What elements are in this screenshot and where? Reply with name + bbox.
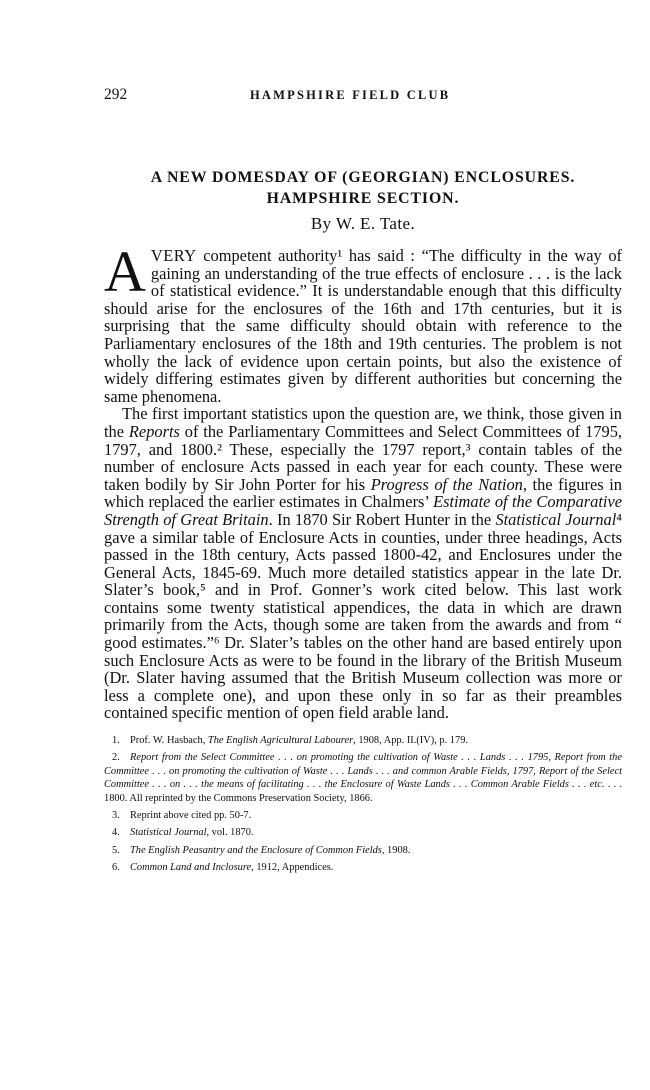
paragraph-2-italic-progress: Progress of the Nation (370, 474, 523, 494)
footnote-text: Prof. W. Hasbach, (130, 735, 208, 747)
paragraph-2-text-d: . In 1870 Sir Robert Hunter in the (268, 509, 496, 529)
running-head (104, 86, 622, 108)
footnote-italic: Report from the Select Committee . . . on promoting the cultivation of Waste . . . Lands . . . 1795, Report from the Committee . . . on promoting the cultivation of Waste . . . Lands . . . and common Arable Fields, 1797, Report of the Select Committee . . . on . . . the means of facilitating . . . the Enclosure of Waste Lands . . . Common Arable Fields . . . etc. (104, 752, 622, 791)
article-title (104, 167, 622, 209)
footnote-number: 2. (112, 752, 120, 764)
footnote-italic: Statistical Journal (130, 827, 207, 839)
paragraph-2-text-a: The first important statistics upon the question are, we think, those given in the (104, 404, 622, 441)
footnote (104, 734, 622, 747)
footnote-text: . . . 1800. All reprinted by the Commons Preservation Society, 1866. (104, 779, 623, 804)
page-content (104, 86, 622, 879)
first-word-caps: VERY (150, 246, 197, 265)
footnote-text: , vol. 1870. (206, 827, 254, 839)
footnote-italic: The English Peasantry and the Enclosure of Common Fields (130, 844, 382, 856)
footnote (104, 861, 622, 874)
footnote-text: , 1912, Appendices. (251, 862, 334, 874)
footnote-italic: The English Agricultural Labourer (207, 735, 354, 747)
paragraph-2-text-e: ⁴ gave a similar table of Enclosure Acts in counties, under three headings, Acts passed in the 18th century, Acts passed 1800-42, and Enclosures under the General Acts, 1845-69. Much more detailed statistics appear in the late Dr. Slater’s book,⁵ and in Prof. Gonner’s work cited below. This last work contains some twenty statistical appendices, the data in which are drawn primarily from the Acts, though some are taken from the awards and from “ good estimates.”⁶ Dr. Slater’s tables on the other hand are based entirely upon such Enclosure Acts as were to be found in the library of the British Museum (Dr. Slater having assumed that the British Museum collection was more or less a complete one), and upon these only in so far as their preambles contained specific mention of open field arable land. (104, 509, 622, 723)
paragraph-2-italic-estimate: Estimate of the Comparative Strength of Great Britain (104, 492, 622, 529)
article-byline: By W. E. Tate. (310, 214, 416, 233)
drop-cap: A (104, 239, 146, 304)
footnote-number: 4. (112, 827, 120, 839)
footnote-text: , 1908. (381, 844, 411, 856)
article-title-line-2: HAMPSHIRE SECTION. (266, 190, 460, 207)
footnote-number: 3. (112, 810, 120, 822)
footnote (104, 826, 622, 839)
article-body (104, 239, 623, 723)
page-number: 292 (104, 86, 128, 103)
footnote-text: Reprint above cited pp. 50-7. (130, 810, 252, 822)
footnote (104, 809, 622, 822)
paragraph-2 (104, 405, 622, 722)
article-title-line-1: A NEW DOMESDAY OF (GEORGIAN) ENCLOSURES. (150, 169, 576, 186)
footnotes (104, 734, 622, 875)
footnote-italic: Common Land and Inclosure (130, 862, 252, 874)
paragraph-2-italic-reports: Reports (128, 421, 180, 441)
paragraph-1-text: competent authority¹ has said : “The difficulty in the way of gaining an understanding of the true effects of enclosure . . . is the lack of statistical evidence.” It is understandable enough that this difficulty should arise for the enclosures of the 16th and 17th centuries, but it is surprising that the same difficulty should obtain with reference to the Parliamentary enclosures of the 18th and 19th centuries. The problem is not wholly the lack of evidence upon certain points, but also the existence of widely differing estimates given by different authorities but concerning the same phenomena. (104, 246, 622, 406)
footnote (104, 751, 622, 805)
footnote-text: , 1908, App. II.(IV), p. 179. (353, 735, 468, 747)
paragraph-1 (104, 239, 622, 406)
paragraph-2-italic-journal: Statistical Journal (495, 509, 617, 529)
paragraph-2-text-c: , the figures in which replaced the earlier estimates in Chalmers’ (104, 474, 622, 512)
journal-name: HAMPSHIRE FIELD CLUB (250, 88, 451, 102)
footnote-number: 1. (112, 735, 120, 747)
footnote-number: 6. (112, 862, 120, 874)
paragraph-2-text-b: of the Parliamentary Committees and Select Committees of 1795, 1797, and 1800.² These, especially the 1797 report,³ contain tables of the number of enclosure Acts passed in each year for each county. These were taken bodily by Sir John Porter for his (104, 421, 623, 494)
footnote-number: 5. (112, 844, 120, 856)
footnote (104, 844, 622, 857)
